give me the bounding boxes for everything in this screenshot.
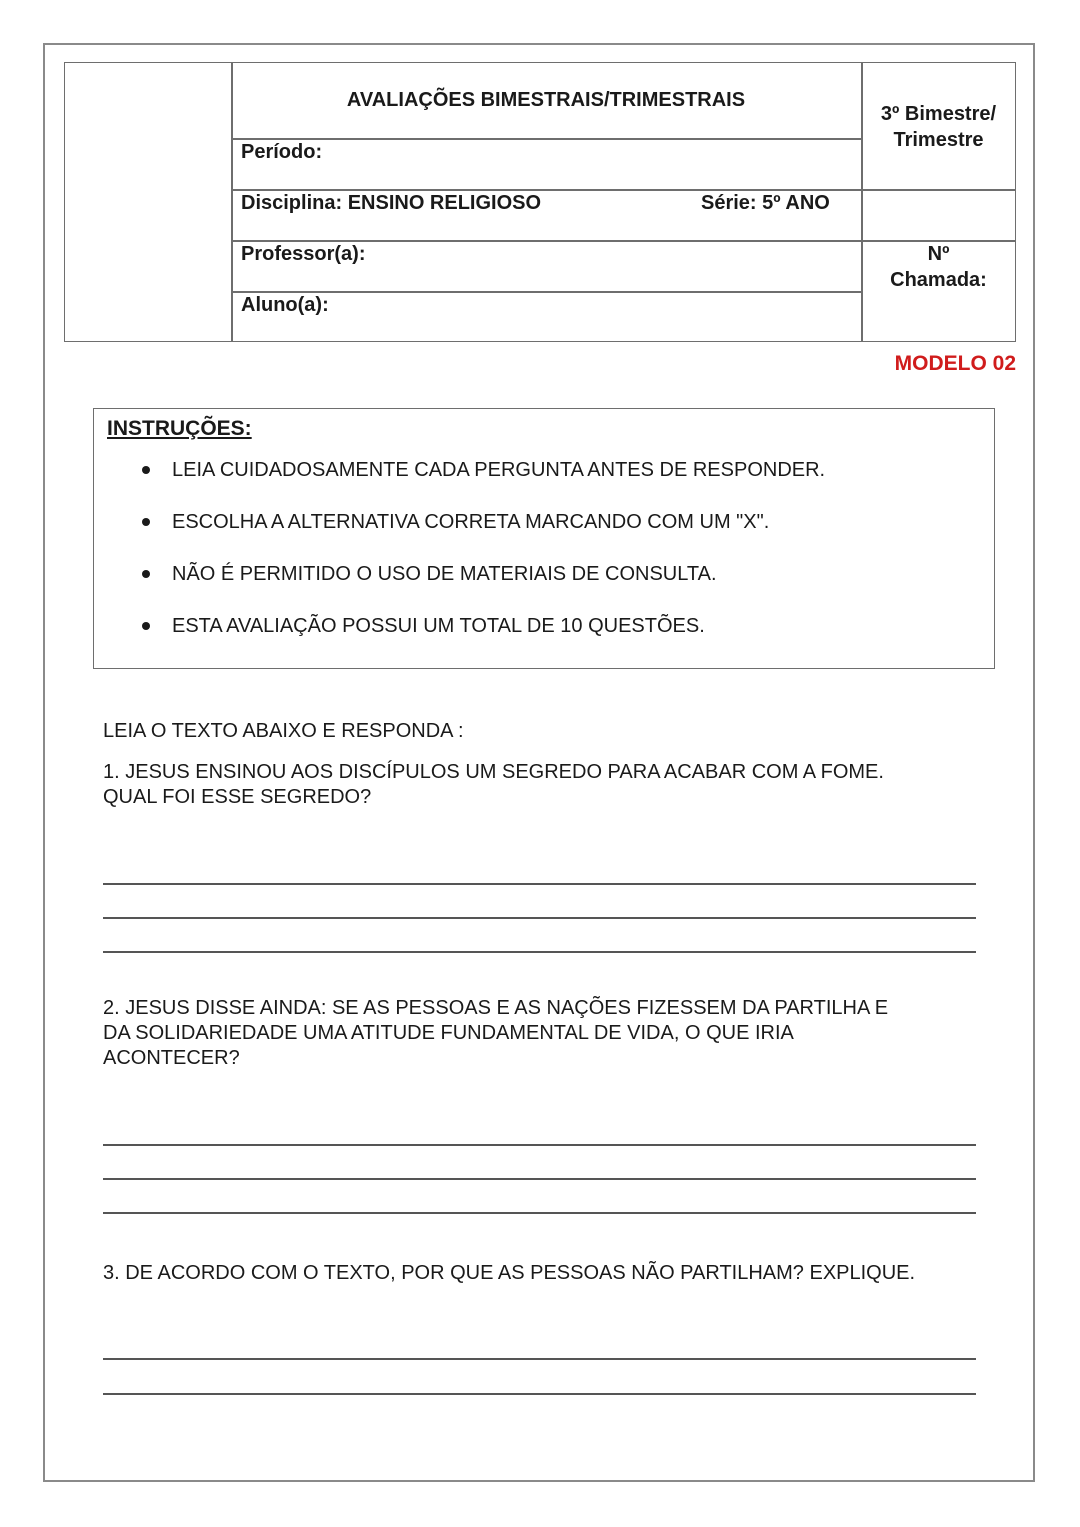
answer-line[interactable] [103,1393,976,1395]
instruction-item [94,563,825,615]
question-2 [103,996,888,1071]
bimestre-line2: Trimestre [893,129,984,151]
bullet-icon [142,518,150,526]
answer-line[interactable] [103,1144,976,1146]
instruction-item [94,511,825,563]
instruction-text: NÃO É PERMITIDO O USO DE MATERIAIS DE CONSULTA. [172,563,717,585]
question-3 [103,1261,915,1286]
divider [231,138,861,140]
question-text: 2. JESUS DISSE AINDA: SE AS PESSOAS E AS NAÇÕES FIZESSEM DA PARTILHA E [103,997,889,1019]
question-text: 3. DE ACORDO COM O TEXTO, POR QUE AS PESSOAS NÃO PARTILHAM? EXPLIQUE. [103,1262,916,1284]
question-text: 1. JESUS ENSINOU AOS DISCÍPULOS UM SEGREDO PARA ACABAR COM A FOME. [103,761,884,783]
question-text: DA SOLIDARIEDADE UMA ATITUDE FUNDAMENTAL DE VIDA, O QUE IRIA [103,1022,794,1044]
disciplina-label: Disciplina: ENSINO RELIGIOSO [241,192,542,214]
logo-cell [65,63,231,341]
header-table [64,62,1016,342]
bullet-icon [142,466,150,474]
divider [231,189,1016,191]
question-1 [103,760,884,810]
answer-line[interactable] [103,883,976,885]
question-text: ACONTECER? [103,1047,240,1069]
answer-line[interactable] [103,917,976,919]
intro-text: LEIA O TEXTO ABAIXO E RESPONDA : [103,720,464,742]
answer-line[interactable] [103,1178,976,1180]
professor-field[interactable]: Professor(a): [241,243,366,265]
instruction-text: ESTA AVALIAÇÃO POSSUI UM TOTAL DE 10 QUESTÕES. [172,615,705,637]
divider [231,291,861,293]
question-text: QUAL FOI ESSE SEGREDO? [103,786,372,808]
chamada-field[interactable] [862,241,1015,293]
modelo-badge: MODELO 02 [894,352,1016,375]
answer-line[interactable] [103,1212,976,1214]
page-title: AVALIAÇÕES BIMESTRAIS/TRIMESTRAIS [346,89,746,111]
instructions-title: INSTRUÇÕES: [107,417,252,440]
bullet-icon [142,570,150,578]
answer-line[interactable] [103,1358,976,1360]
chamada-line1: Nº [927,243,950,265]
aluno-field[interactable]: Aluno(a): [241,294,329,316]
periodo-field[interactable]: Período: [241,141,323,163]
bimestre-line1: 3º Bimestre/ [880,103,997,125]
instructions-box [93,408,995,669]
answer-line[interactable] [103,951,976,953]
instruction-text: LEIA CUIDADOSAMENTE CADA PERGUNTA ANTES DE RESPONDER. [172,459,826,481]
bimestre-label [862,101,1015,153]
serie-label: Série: 5º ANO [701,192,830,214]
instruction-item [94,459,825,511]
chamada-line2: Chamada: [890,269,987,291]
instructions-list [94,459,825,667]
instruction-text: ESCOLHA A ALTERNATIVA CORRETA MARCANDO COM UM "X". [172,511,770,533]
bullet-icon [142,622,150,630]
instruction-item [94,615,825,667]
